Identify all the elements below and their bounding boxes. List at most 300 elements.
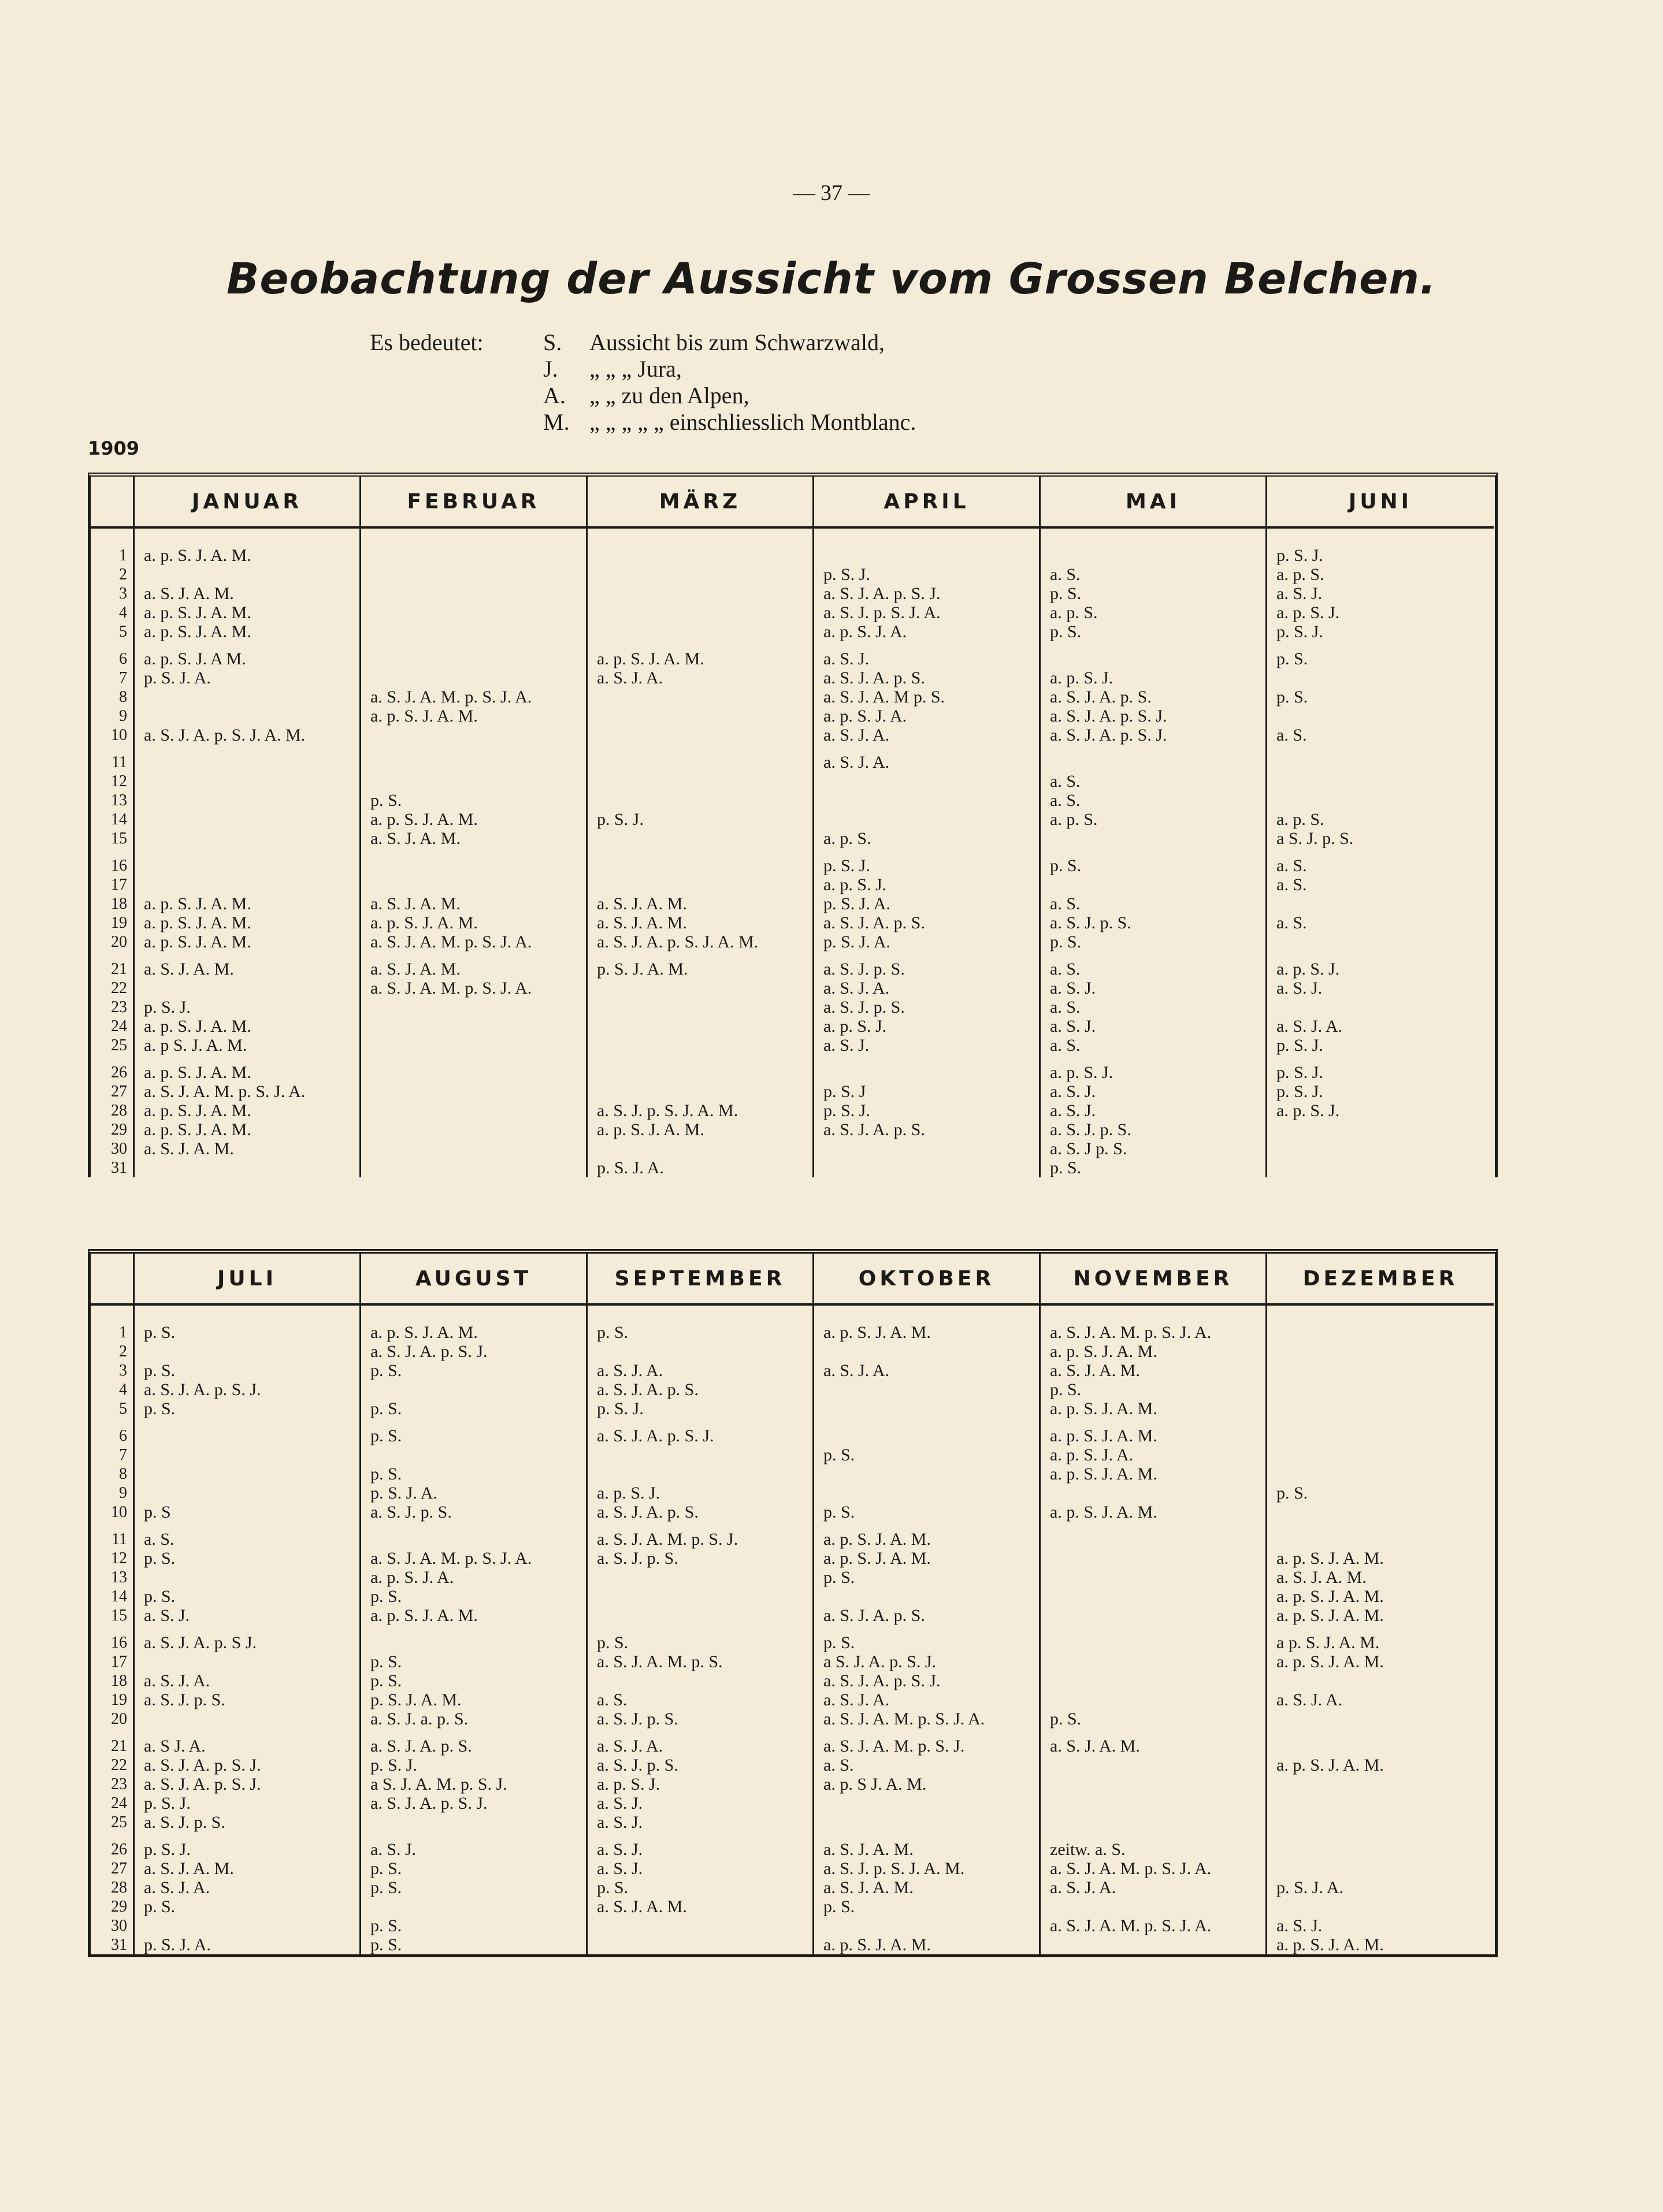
- day-number: 21: [111, 1737, 127, 1755]
- observation-cell: [588, 1587, 812, 1606]
- legend-code: M.: [543, 409, 570, 435]
- observation-cell: p. S.: [1276, 1484, 1308, 1503]
- observation-cell: a. S. J.: [823, 649, 870, 668]
- observation-cell: a p. S. J. A. M.: [1276, 1633, 1380, 1652]
- observation-cell: a. S. J.: [1050, 1101, 1096, 1120]
- month-column: [135, 477, 361, 1177]
- observation-cell: a. S.: [1276, 856, 1307, 875]
- legend-code: S.: [543, 329, 562, 355]
- observation-cell: [814, 1063, 1039, 1082]
- day-number: 6: [119, 1427, 127, 1445]
- observation-cell: a. S. J. A. M. p. S. J. A.: [370, 979, 532, 998]
- observation-cell: [1267, 668, 1494, 687]
- observation-cell: [1041, 1652, 1265, 1671]
- observation-cell: [135, 875, 359, 894]
- observation-cell: a. p. S. J. A. M.: [370, 707, 478, 726]
- day-number: 29: [111, 1121, 127, 1139]
- day-number: 10: [111, 726, 127, 744]
- observation-cell: a. S. J. A. M.: [597, 913, 687, 932]
- observation-cell: a. S. J. A. p. S. J.: [823, 584, 941, 603]
- month-column: [588, 1254, 814, 1954]
- table-first-half: [88, 473, 1498, 1177]
- observation-cell: a. p. S.: [1050, 810, 1098, 829]
- observation-cell: a. S. J. A. M.: [1050, 1737, 1140, 1756]
- observation-cell: a. S. J. p. S. J. A. M.: [823, 1859, 965, 1878]
- observation-cell: [361, 668, 586, 687]
- observation-cell: a. S. J. A. M.: [1276, 1568, 1367, 1587]
- observation-cell: [361, 565, 586, 584]
- observation-cell: a. p. S. J. A. M.: [1050, 1503, 1157, 1522]
- observation-cell: a. p. S. J. A. M.: [370, 913, 478, 932]
- month-column: [1041, 477, 1267, 1177]
- month-column: [361, 1254, 588, 1954]
- observation-cell: a. S. J.: [823, 1036, 870, 1055]
- day-number: 29: [111, 1898, 127, 1916]
- legend-text: Aussicht bis zum Schwarzwald,: [589, 329, 885, 355]
- observation-cell: [1041, 1530, 1265, 1549]
- observation-cell: [361, 1101, 586, 1120]
- observation-cell: [361, 649, 586, 668]
- observation-cell: [1041, 1568, 1265, 1587]
- observation-cell: a. S.: [1050, 791, 1081, 810]
- observation-cell: p. S. J.: [597, 810, 644, 829]
- observation-cell: p. S.: [1050, 622, 1082, 641]
- observation-cell: a. S. J. A. M. p. S.: [597, 1652, 723, 1671]
- observation-cell: [588, 1342, 812, 1361]
- observation-cell: a. S. J. A. p. S. J.: [823, 1671, 941, 1690]
- observation-cell: [814, 1484, 1039, 1503]
- observation-cell: a. S. J. A.: [144, 1878, 210, 1897]
- observation-cell: p. S.: [823, 1445, 855, 1464]
- observation-cell: p. S. J.: [1276, 1036, 1323, 1055]
- month-column: [1267, 477, 1494, 1177]
- observation-cell: [1267, 1445, 1494, 1464]
- observation-cell: p. S.: [1050, 932, 1082, 951]
- observation-cell: [1041, 1690, 1265, 1709]
- observation-cell: [814, 1399, 1039, 1418]
- day-number: 2: [119, 1343, 127, 1360]
- month-column: [361, 477, 588, 1177]
- observation-cell: a. S. J. p. S.: [144, 1690, 225, 1709]
- day-number: 18: [111, 1672, 127, 1690]
- observation-cell: a. S. J. A.: [597, 668, 663, 687]
- observation-cell: [361, 1633, 586, 1652]
- observation-cell: a. p. S. J. A. M.: [1276, 1549, 1384, 1568]
- observation-cell: p. S. J. A.: [144, 1935, 211, 1954]
- day-number: 11: [112, 753, 127, 771]
- observation-cell: a. S. J. A.: [144, 1671, 210, 1690]
- month-column: [1041, 1254, 1267, 1954]
- observation-cell: [1041, 649, 1265, 668]
- observation-cell: [361, 1082, 586, 1101]
- day-number: 23: [111, 1775, 127, 1793]
- observation-cell: p. S.: [144, 1549, 176, 1568]
- observation-cell: a. p. S. J. A. M.: [144, 913, 251, 932]
- observation-cell: p. S. J: [823, 1082, 866, 1101]
- day-number: 15: [111, 830, 127, 847]
- observation-cell: a. S. J. A. p. S. J.: [1050, 726, 1167, 745]
- observation-cell: p. S.: [1276, 687, 1308, 707]
- legend-text: „ „ „ „ „ einschliesslich Montblanc.: [589, 409, 916, 435]
- observation-cell: [361, 1530, 586, 1549]
- legend-code: A.: [543, 382, 566, 408]
- observation-cell: a. S. J. A.: [1050, 1878, 1116, 1897]
- observation-cell: a. S. J. p. S.: [144, 1813, 225, 1832]
- observation-cell: a. S.: [1050, 772, 1081, 791]
- day-number: 14: [111, 811, 127, 828]
- observation-cell: a. S. J. A. p. S. J.: [370, 1342, 488, 1361]
- observation-cell: [1267, 1158, 1494, 1177]
- legend-text: „ „ „ Jura,: [589, 356, 682, 382]
- observation-cell: a. S. J. A. M.: [1050, 1361, 1140, 1380]
- observation-cell: a. p. S. J. A. M.: [144, 1120, 251, 1139]
- observation-cell: a. S. J. A. p. S. J.: [144, 1775, 261, 1794]
- day-number: 4: [119, 1381, 127, 1399]
- observation-cell: a. S.: [144, 1530, 175, 1549]
- observation-cell: p. S. J.: [144, 1840, 191, 1859]
- day-number: 12: [111, 1549, 127, 1567]
- observation-cell: a. S. J.: [1050, 979, 1096, 998]
- observation-cell: a. p. S. J. A. M.: [1050, 1426, 1157, 1445]
- day-number: 2: [119, 566, 127, 583]
- observation-cell: a. S. J. A. M. p. S. J. A.: [823, 1709, 985, 1728]
- observation-cell: p. S.: [370, 1859, 402, 1878]
- observation-cell: a. S. J. A.: [823, 979, 890, 998]
- day-number: 30: [111, 1917, 127, 1935]
- observation-cell: p. S.: [370, 1399, 402, 1418]
- observation-cell: a. S. J. A. p. S.: [597, 1380, 699, 1399]
- observation-cell: [814, 1139, 1039, 1158]
- legend: [370, 329, 916, 436]
- observation-cell: [361, 1036, 586, 1055]
- day-number: 5: [119, 1400, 127, 1418]
- observation-cell: a. p. S.: [1050, 603, 1098, 622]
- observation-cell: [814, 791, 1039, 810]
- observation-cell: [814, 772, 1039, 791]
- observation-cell: [588, 1568, 812, 1587]
- day-number: 28: [111, 1879, 127, 1897]
- observation-cell: p. S.: [1050, 584, 1082, 603]
- observation-cell: p. S.: [144, 1587, 176, 1606]
- observation-cell: [1267, 707, 1494, 726]
- observation-cell: [814, 1342, 1039, 1361]
- observation-cell: [588, 1464, 812, 1484]
- observation-cell: a. S. J. A. M.: [823, 1878, 914, 1897]
- observation-cell: [1267, 1361, 1494, 1380]
- day-column: [91, 477, 135, 1177]
- observation-cell: [814, 810, 1039, 829]
- observation-cell: [588, 1082, 812, 1101]
- observation-cell: [361, 998, 586, 1017]
- observation-cell: [588, 753, 812, 772]
- observation-cell: [1267, 1709, 1494, 1728]
- observation-cell: [814, 1794, 1039, 1813]
- observation-cell: [1041, 753, 1265, 772]
- observation-cell: p. S.: [370, 1361, 402, 1380]
- observation-cell: [588, 622, 812, 641]
- day-number: 9: [119, 1484, 127, 1502]
- observation-cell: a. p. S. J.: [823, 875, 887, 894]
- observation-cell: a. S.: [1050, 1036, 1081, 1055]
- day-number: 30: [111, 1140, 127, 1158]
- observation-cell: a S. J. A. M. p. S. J.: [370, 1775, 507, 1794]
- observation-cell: p. S. J.: [823, 856, 870, 875]
- observation-cell: a. S. J. p. S.: [823, 960, 905, 979]
- observation-cell: a. S. J. A.: [597, 1737, 663, 1756]
- day-number: 24: [111, 1794, 127, 1812]
- month-column: [814, 477, 1041, 1177]
- observation-cell: a. S. J. A. M.: [144, 1139, 234, 1158]
- observation-cell: a. p. S. J. A. M.: [370, 1606, 478, 1625]
- observation-cell: [588, 772, 812, 791]
- observation-cell: [1267, 753, 1494, 772]
- observation-cell: p. S. J.: [1276, 1082, 1323, 1101]
- observation-cell: a. S. J. A. p. S. J.: [597, 1426, 714, 1445]
- day-number: 21: [111, 960, 127, 978]
- observation-cell: a. p. S J. A. M.: [823, 1775, 927, 1794]
- observation-cell: a. p. S.: [1276, 810, 1324, 829]
- day-number: 23: [111, 998, 127, 1016]
- observation-cell: [814, 1426, 1039, 1445]
- day-number: 31: [111, 1159, 127, 1177]
- observation-cell: [588, 1606, 812, 1625]
- observation-cell: [135, 1464, 359, 1484]
- observation-cell: [1267, 1859, 1494, 1878]
- observation-cell: [135, 829, 359, 848]
- observation-cell: p. S. J. A. M.: [597, 960, 688, 979]
- day-number: 5: [119, 623, 127, 641]
- day-column: [91, 1254, 135, 1954]
- observation-cell: [814, 1158, 1039, 1177]
- observation-cell: a. S. J. A.: [823, 753, 890, 772]
- observation-cell: [588, 1017, 812, 1036]
- observation-cell: a. S. J. A. p. S.: [823, 1120, 925, 1139]
- observation-cell: p. S.: [370, 791, 402, 810]
- observation-cell: a. S. J.: [1050, 1082, 1096, 1101]
- day-number: 20: [111, 1710, 127, 1728]
- observation-cell: p. S. J. A.: [370, 1484, 437, 1503]
- observation-cell: a. p. S. J. A. M.: [144, 894, 251, 913]
- observation-cell: p. S. J. A.: [597, 1158, 664, 1177]
- month-header: APRIL: [814, 477, 1039, 529]
- observation-cell: a. p. S. J.: [597, 1484, 660, 1503]
- observation-cell: [1267, 998, 1494, 1017]
- observation-cell: [1041, 875, 1265, 894]
- observation-cell: [135, 707, 359, 726]
- observation-cell: p. S.: [370, 1426, 402, 1445]
- month-header: DEZEMBER: [1267, 1254, 1494, 1306]
- day-number: 3: [119, 1362, 127, 1380]
- day-number: 11: [112, 1530, 127, 1548]
- observation-cell: [588, 979, 812, 998]
- observation-cell: [814, 1587, 1039, 1606]
- observation-cell: a. p. S. J.: [1276, 603, 1340, 622]
- day-number: 17: [111, 876, 127, 894]
- observation-cell: a. p. S. J. A. M.: [144, 932, 251, 951]
- observation-cell: p. S.: [370, 1671, 402, 1690]
- day-number: 13: [111, 791, 127, 809]
- year-label: 1909: [88, 437, 140, 459]
- observation-cell: p. S.: [370, 1587, 402, 1606]
- observation-cell: a. S. J.: [597, 1794, 643, 1813]
- observation-cell: [588, 1139, 812, 1158]
- observation-cell: [588, 584, 812, 603]
- observation-cell: [135, 1342, 359, 1361]
- observation-cell: [588, 603, 812, 622]
- day-number: 25: [111, 1036, 127, 1054]
- observation-cell: [1041, 1587, 1265, 1606]
- observation-cell: p. S. J.: [597, 1399, 644, 1418]
- observation-cell: a. S.: [1050, 565, 1081, 584]
- observation-cell: a. p. S.: [823, 829, 871, 848]
- observation-cell: [1267, 1737, 1494, 1756]
- observation-cell: [135, 1916, 359, 1935]
- observation-cell: a. S. J. A. M.: [144, 960, 234, 979]
- observation-cell: [135, 979, 359, 998]
- observation-cell: [1267, 1503, 1494, 1522]
- observation-cell: a. p. S. J. A. M.: [823, 1323, 931, 1342]
- observation-cell: p. S.: [370, 1916, 402, 1935]
- observation-cell: a. S.: [1050, 960, 1081, 979]
- month-header: FEBRUAR: [361, 477, 586, 529]
- month-header: JANUAR: [135, 477, 359, 529]
- observation-cell: [1267, 1139, 1494, 1158]
- observation-cell: a. S. J. A. p. S. J.: [144, 1380, 261, 1399]
- observation-cell: [588, 791, 812, 810]
- observation-cell: a. S. J.: [1276, 584, 1323, 603]
- observation-cell: [1041, 1897, 1265, 1916]
- legend-intro: Es bedeutet:: [370, 329, 484, 355]
- month-column: [588, 477, 814, 1177]
- observation-cell: [588, 1063, 812, 1082]
- observation-cell: [1267, 1120, 1494, 1139]
- day-number: 18: [111, 895, 127, 913]
- month-header: NOVEMBER: [1041, 1254, 1265, 1306]
- month-header: SEPTEMBER: [588, 1254, 812, 1306]
- observation-cell: a. p. S. J. A. M.: [144, 622, 251, 641]
- observation-cell: a S. J. A. p. S. J.: [823, 1652, 937, 1671]
- observation-cell: [1267, 1794, 1494, 1813]
- observation-cell: a. p. S. J. A. M.: [144, 1017, 251, 1036]
- observation-cell: [135, 810, 359, 829]
- observation-cell: [1267, 1813, 1494, 1832]
- observation-cell: a. S. J. A. M. p. S. J. A.: [1050, 1916, 1212, 1935]
- observation-cell: [588, 726, 812, 745]
- observation-cell: a. S.: [1050, 894, 1081, 913]
- observation-cell: a. S. J. A. M.: [370, 894, 461, 913]
- observation-cell: a. S. J. A.: [597, 1361, 663, 1380]
- observation-cell: a. S. J. A. M.: [144, 1859, 234, 1878]
- observation-cell: a. S. J.: [144, 1606, 190, 1625]
- observation-cell: [135, 1426, 359, 1445]
- observation-cell: p. S.: [1050, 1158, 1082, 1177]
- observation-cell: [135, 1484, 359, 1503]
- observation-cell: [814, 546, 1039, 565]
- observation-cell: a. S. J.: [1276, 1916, 1323, 1935]
- observation-cell: a. S. J. p. S. J. A.: [823, 603, 941, 622]
- observation-cell: a. p. S. J. A. M.: [144, 1101, 251, 1120]
- observation-cell: [135, 1652, 359, 1671]
- observation-cell: a. S.: [1276, 726, 1307, 745]
- observation-cell: [361, 1158, 586, 1177]
- observation-cell: [588, 565, 812, 584]
- observation-cell: a. S. J. A. M. p. S. J. A.: [1050, 1323, 1212, 1342]
- day-number: 22: [111, 979, 127, 997]
- observation-cell: a. p. S. J. A. M.: [1050, 1342, 1157, 1361]
- observation-cell: [1041, 1935, 1265, 1954]
- observation-cell: a. S. J.: [597, 1840, 643, 1859]
- observation-cell: a. S. J. A.: [823, 726, 890, 745]
- observation-cell: a. p. S. J. A.: [1050, 1445, 1134, 1464]
- observation-cell: [361, 603, 586, 622]
- day-number: 13: [111, 1568, 127, 1586]
- observation-cell: p. S. J. A.: [823, 894, 890, 913]
- observation-cell: [1041, 1606, 1265, 1625]
- observation-cell: p. S.: [823, 1568, 855, 1587]
- observation-cell: a. S. J. A. p. S.: [597, 1503, 699, 1522]
- observation-cell: a. S. J.: [597, 1813, 643, 1832]
- day-number: 1: [119, 547, 127, 564]
- observation-cell: a. p. S. J. A M.: [144, 649, 246, 668]
- observation-cell: a. S. J. p. S. J. A. M.: [597, 1101, 738, 1120]
- observation-cell: a. S. J. p. S.: [1050, 913, 1131, 932]
- observation-cell: p. S. J. A.: [1276, 1878, 1343, 1897]
- observation-cell: a. p. S. J.: [1050, 1063, 1113, 1082]
- observation-cell: a. p. S. J.: [823, 1017, 887, 1036]
- observation-cell: p. S.: [823, 1633, 855, 1652]
- observation-cell: a. p. S. J.: [597, 1775, 660, 1794]
- day-number: 7: [119, 669, 127, 687]
- observation-cell: p. S.: [370, 1464, 402, 1484]
- observation-cell: [1267, 1840, 1494, 1859]
- observation-cell: p. S.: [1050, 1380, 1082, 1399]
- day-number: 1: [119, 1324, 127, 1341]
- observation-cell: a. S. J.: [597, 1859, 643, 1878]
- day-number: 12: [111, 772, 127, 790]
- observation-cell: a. p. S. J. A. M.: [144, 603, 251, 622]
- observation-cell: [135, 753, 359, 772]
- observation-cell: a. S. J.: [370, 1840, 417, 1859]
- observation-cell: a. S. J. A. M. p. S. J. A.: [144, 1082, 306, 1101]
- observation-cell: [1267, 1464, 1494, 1484]
- observation-cell: a. S. J. A. p. S. J. A. M.: [144, 726, 306, 745]
- observation-cell: a. S.: [1050, 998, 1081, 1017]
- observation-cell: a. S. J. A. p. S J.: [144, 1633, 257, 1652]
- observation-cell: p. S.: [1050, 856, 1082, 875]
- observation-cell: a. p. S. J. A. M.: [370, 810, 478, 829]
- observation-cell: p. S. J.: [144, 998, 191, 1017]
- observation-cell: [1267, 894, 1494, 913]
- day-number: 17: [111, 1653, 127, 1671]
- observation-cell: [361, 1120, 586, 1139]
- day-number: 28: [111, 1102, 127, 1120]
- observation-cell: a. S. J.: [1050, 1017, 1096, 1036]
- observation-cell: [135, 1709, 359, 1728]
- observation-cell: a. S. J. A. M. p. S. J. A.: [370, 687, 532, 707]
- day-number: 16: [111, 1634, 127, 1652]
- observation-cell: zeitw. a. S.: [1050, 1840, 1126, 1859]
- month-column: [1267, 1254, 1494, 1954]
- page-title: Beobachtung der Aussicht vom Grossen Belchen.: [226, 254, 1437, 304]
- day-number: 24: [111, 1017, 127, 1035]
- observation-cell: a. p. S. J. A. M.: [1276, 1587, 1384, 1606]
- observation-cell: [361, 1063, 586, 1082]
- observation-cell: a. S. J. A.: [823, 1690, 890, 1709]
- observation-cell: a. S. J. A.: [823, 1361, 890, 1380]
- month-column: [814, 1254, 1041, 1954]
- observation-cell: a. p S. J. A. M.: [144, 1036, 247, 1055]
- day-number: 16: [111, 857, 127, 875]
